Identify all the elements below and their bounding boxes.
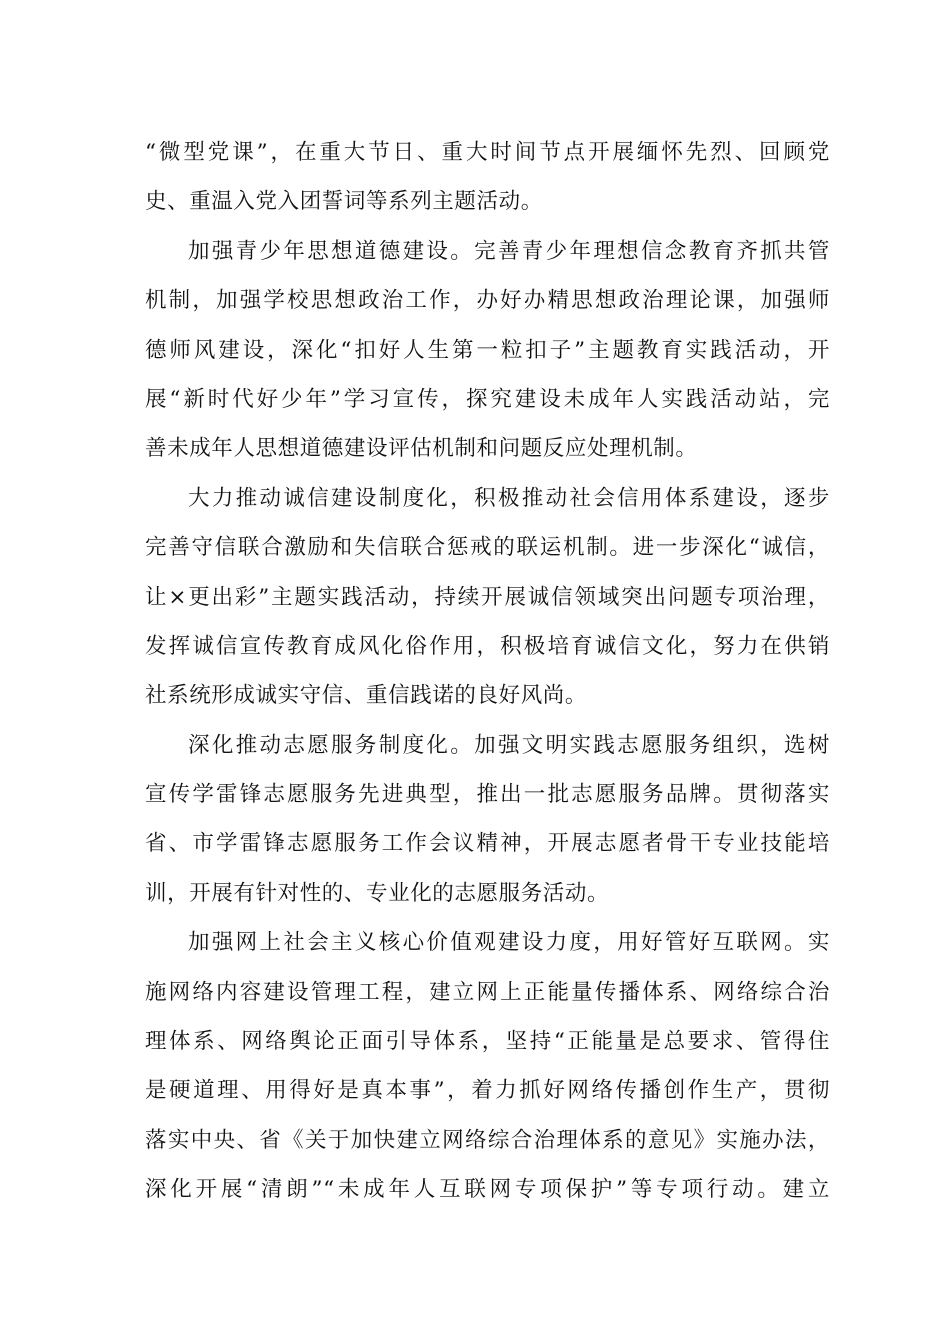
- paragraph-4: [145, 721, 830, 919]
- paragraph-line: 加强青少年思想道德建设。完善青少年理想信念教育齐抓共管: [188, 238, 830, 264]
- paragraph-line: 省、市学雷锋志愿服务工作会议精神，开展志愿者骨干专业技能培: [145, 831, 830, 857]
- paragraph-line: 社系统形成诚实守信、重信践诺的良好风尚。: [145, 683, 588, 709]
- paragraph-line: 完善守信联合激励和失信联合惩戒的联运机制。进一步深化“诚信，: [145, 535, 830, 561]
- paragraph-line: 史、重温入党入团誓词等系列主题活动。: [145, 189, 543, 215]
- paragraph-line: 理体系、网络舆论正面引导体系，坚持“正能量是总要求、管得住: [145, 1029, 830, 1055]
- paragraph-line: “微型党课”，在重大节日、重大时间节点开展缅怀先烈、回顾党: [145, 140, 830, 165]
- paragraph-line: 让×更出彩”主题实践活动，持续开展诚信领域突出问题专项治理，: [145, 584, 830, 610]
- paragraph-3: [145, 474, 830, 721]
- paragraph-line: 机制，加强学校思想政治工作，办好办精思想政治理论课，加强师: [145, 288, 830, 314]
- document-body: [145, 128, 830, 1215]
- paragraph-line: 展“新时代好少年”学习宣传，探究建设未成年人实践活动站，完: [145, 386, 830, 412]
- paragraph-line: 善未成年人思想道德建设评估机制和问题反应处理机制。: [145, 436, 698, 462]
- paragraph-line: 深化推动志愿服务制度化。加强文明实践志愿服务组织，选树: [188, 732, 830, 758]
- paragraph-5: [145, 918, 830, 1214]
- paragraph-line: 加强网上社会主义核心价值观建设力度，用好管好互联网。实: [188, 930, 830, 956]
- paragraph-2: [145, 227, 830, 474]
- paragraph-line: 是硬道理、用得好是真本事”，着力抓好网络传播创作生产，贯彻: [145, 1078, 830, 1104]
- paragraph-line: 施网络内容建设管理工程，建立网上正能量传播体系、网络综合治: [145, 979, 830, 1005]
- paragraph-line: 发挥诚信宣传教育成风化俗作用，积极培育诚信文化，努力在供销: [145, 633, 830, 659]
- paragraph-line: 大力推动诚信建设制度化，积极推动社会信用体系建设，逐步: [188, 485, 830, 511]
- paragraph-line: 落实中央、省《关于加快建立网络综合治理体系的意见》实施办法，: [145, 1127, 830, 1153]
- paragraph-line: 德师风建设，深化“扣好人生第一粒扣子”主题教育实践活动，开: [145, 337, 830, 363]
- paragraph-line: 深化开展“清朗”“未成年人互联网专项保护”等专项行动。建立: [145, 1177, 830, 1203]
- paragraph-1: [145, 128, 830, 227]
- paragraph-line: 宣传学雷锋志愿服务先进典型，推出一批志愿服务品牌。贯彻落实: [145, 782, 830, 808]
- paragraph-line: 训，开展有针对性的、专业化的志愿服务活动。: [145, 880, 610, 906]
